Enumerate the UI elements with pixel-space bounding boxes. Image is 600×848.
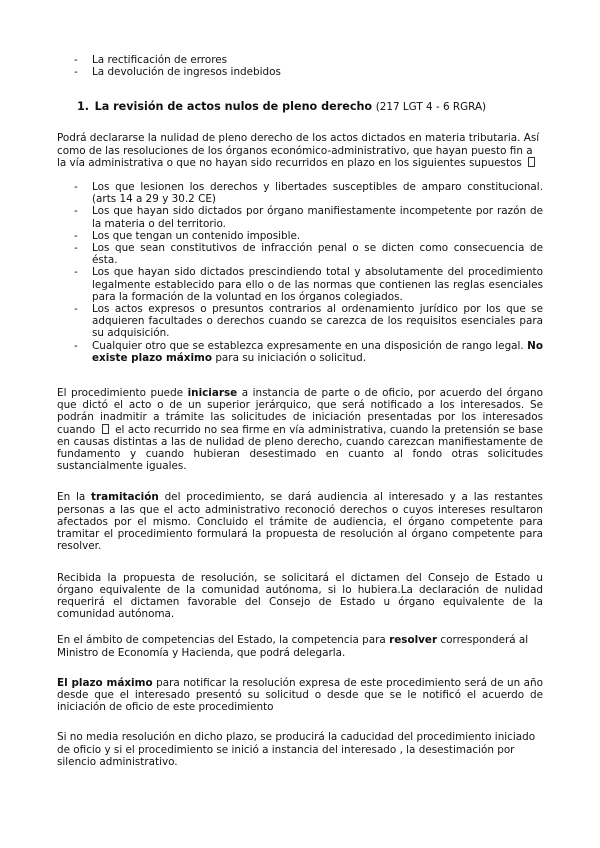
intro-text: Podrá declararse la nulidad de pleno derecho de los actos dictados en materia tributaria. Así como de las resoluciones de los órganos económico-administrativo, que hayan puesto fin a la vía administrativa o que no hayan sido recurridos en plazo en los siguientes supuestos xyxy=(57,132,540,169)
tramitacion-pre: En la xyxy=(57,491,86,504)
competencia-paragraph xyxy=(57,634,543,658)
last-case-rest: para su iniciación o solicitud. xyxy=(215,351,367,364)
top-bullet-list xyxy=(57,54,543,78)
list-item: - La devolución de ingresos indebidos xyxy=(57,66,543,78)
list-item xyxy=(57,340,543,364)
competencia-bold: resolver xyxy=(389,634,438,647)
intro-paragraph xyxy=(57,132,543,169)
tramitacion-bold: tramitación xyxy=(91,491,159,504)
list-item: - Los actos expresos o presuntos contrarios al ordenamiento jurídico por los que se adquieren facultades o derechos cuando se carezca de los requisitos esenciales para su adquisición. xyxy=(57,303,543,340)
iniciarse-bold: iniciarse xyxy=(187,387,238,400)
caducidad-paragraph: Si no media resolución en dicho plazo, se producirá la caducidad del procedimiento iniciado de oficio y si el procedimiento se inició a instancia del interesado , la desestimación por silencio administrativo. xyxy=(57,731,536,768)
competencia-post: corresponderá al Ministro de Economía y Hacienda, que podrá delegarla. xyxy=(57,634,529,659)
last-case-text: Cualquier otro que se establezca expresamente en una disposición de rango legal. xyxy=(92,339,524,352)
tramitacion-post: del procedimiento, se dará audiencia al interesado y a las restantes personas a las que el acto administrativo reconoció derechos o cuyos intereses resultaron afectados por el mismo. Concluido el trámite de audiencia, el órgano competente para tramitar el procedimiento formulará la propuesta de resolución al órgano competente para resolver. xyxy=(57,491,543,553)
plazo-paragraph xyxy=(57,677,543,714)
last-case-bold: No existe plazo máximo xyxy=(92,339,543,364)
tramitacion-paragraph xyxy=(57,491,543,552)
placeholder-box-icon xyxy=(102,424,109,434)
iniciarse-pre: El procedimiento puede xyxy=(57,387,184,400)
heading-reference: (217 LGT 4 - 6 RGRA) xyxy=(375,101,487,114)
section-heading xyxy=(77,100,543,114)
cases-list xyxy=(57,181,543,364)
placeholder-box-icon xyxy=(528,157,535,167)
iniciarse-paragraph xyxy=(57,387,543,472)
list-item: - Los que sean constitutivos de infracción penal o se dicten como consecuencia de ésta. xyxy=(57,242,543,266)
dictamen-paragraph: Recibida la propuesta de resolución, se solicitará el dictamen del Consejo de Estado u órgano equivalente de la comunidad autónoma, si lo hubiera.La declaración de nulidad requerirá el dictamen favorable del Consejo de Estado u órgano equivalente de la comunidad autónoma. xyxy=(57,571,543,621)
plazo-post: para notificar la resolución expresa de este procedimiento será de un año desde que el interesado presentó su solicitud o desde que se le notificó el acuerdo de iniciación de oficio de este procedimiento xyxy=(57,676,543,714)
list-item: - La rectificación de errores xyxy=(57,54,543,66)
iniciarse-post: el acto recurrido no sea firme en vía administrativa, cuando la pretensión se base en causas distintas a las de nulidad de pleno derecho, cuando carezcan manifiestamente de fundamento y cuando hubieran desestimado en cuanto al fondo otras solicitudes sustancialmente iguales. xyxy=(57,423,543,473)
plazo-bold: El plazo máximo xyxy=(57,676,153,689)
list-item: - Los que hayan sido dictados prescindiendo total y absolutamente del procedimiento legalmente establecido para ello o de las normas que contienen las reglas esenciales para la formación de la voluntad en los órganos colegiados. xyxy=(57,266,543,303)
list-item: - Los que lesionen los derechos y libertades susceptibles de amparo constitucional. (arts 14 a 29 y 30.2 CE) xyxy=(57,181,543,205)
list-item: - Los que tengan un contenido imposible. xyxy=(57,230,543,242)
iniciarse-mid: a instancia de parte o de oficio, por acuerdo del órgano que dictó el acto o de un superior jerárquico, que será notificado a los interesados. Se podrán inadmitir a trámite las solicitudes de iniciación presentadas por los interesados cuando xyxy=(57,387,543,436)
heading-number: 1. xyxy=(77,100,90,114)
heading-title: La revisión de actos nulos de pleno derecho xyxy=(94,100,373,114)
competencia-pre: En el ámbito de competencias del Estado, la competencia para xyxy=(57,634,386,647)
list-item: - Los que hayan sido dictados por órgano manifiestamente incompetente por razón de la materia o del territorio. xyxy=(57,205,543,229)
